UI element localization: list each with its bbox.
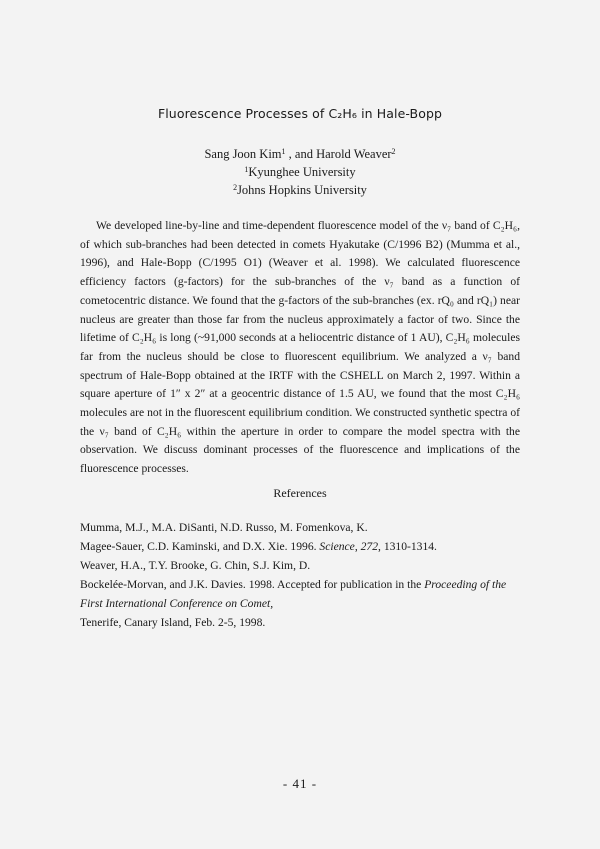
- reference-line: Weaver, H.A., T.Y. Brooke, G. Chin, S.J. Kim, D.: [80, 559, 311, 572]
- reference-line: Mumma, M.J., M.A. DiSanti, N.D. Russo, M. Fomenkova, K.: [80, 521, 368, 534]
- reference-line: Magee-Sauer, C.D. Kaminski, and D.X. Xie. 1996. Science, 272, 1310-1314.: [80, 540, 437, 553]
- author-line: [0, 145, 600, 163]
- author-block: [0, 145, 600, 199]
- paper-title: Fluorescence Processes of C₂H₆ in Hale-Bopp: [157, 106, 443, 121]
- affiliation-marker: 1: [244, 165, 249, 174]
- affiliation-text: Johns Hopkins University: [237, 183, 367, 197]
- affiliation-text: Kyunghee University: [248, 165, 356, 179]
- affiliation-marker: 1: [281, 147, 286, 156]
- affiliation-1: [0, 163, 600, 181]
- reference-line: Tenerife, Canary Island, Feb. 2-5, 1998.: [80, 616, 266, 629]
- abstract: We developed line-by-line and time-dependent fluorescence model of the ν₇ band of C₂H₆, of which sub-branches had been detected in comets Hyakutake (C/1996 B2) (Mumma et al., 1996), and Hale-Bopp (C/1995 O1) (Weaver et al. 1998). We calculated fluorescence efficiency factors (g-factors) for the sub-branches of the ν₇ band as a function of cometocentric distance. We found that the g-factors of the sub-branches (ex. rQ₀ and rQ₁) near nucleus are greater than those far from the nucleus approximately a factor of two. Since the lifetime of C₂H₆ is long (~91,000 seconds at a heliocentric distance of 1 AU), C₂H₆ molecules far from the nucleus should be close to fluorescent equilibrium. We analyzed a ν₇ band spectrum of Hale-Bopp obtained at the IRTF with the CSHELL on March 2, 1997. Within a square aperture of 1″ x 2″ at a geocentric distance of 1.5 AU, we found that the most C₂H₆ molecules are not in the fluorescent equilibrium condition. We constructed synthetic spectra of the ν₇ band of C₂H₆ within the aperture in order to compare the model spectra with the observation. We discuss dominant processes of the fluorescence and implications of the fluorescence processes.: [80, 219, 520, 476]
- author-second: , and Harold Weaver: [285, 147, 392, 161]
- affiliation-marker: 2: [391, 147, 396, 156]
- reference-line: Bockelée-Morvan, and J.K. Davies. 1998. Accepted for publication in the Proceeding of the First International Conference on Comet,: [80, 578, 507, 610]
- affiliation-marker: 2: [233, 183, 238, 192]
- references-list: [80, 518, 530, 632]
- page-number: - 41 -: [282, 776, 318, 791]
- affiliation-2: [0, 181, 600, 199]
- references-heading: References: [273, 486, 327, 500]
- author-first: Sang Joon Kim: [204, 147, 282, 161]
